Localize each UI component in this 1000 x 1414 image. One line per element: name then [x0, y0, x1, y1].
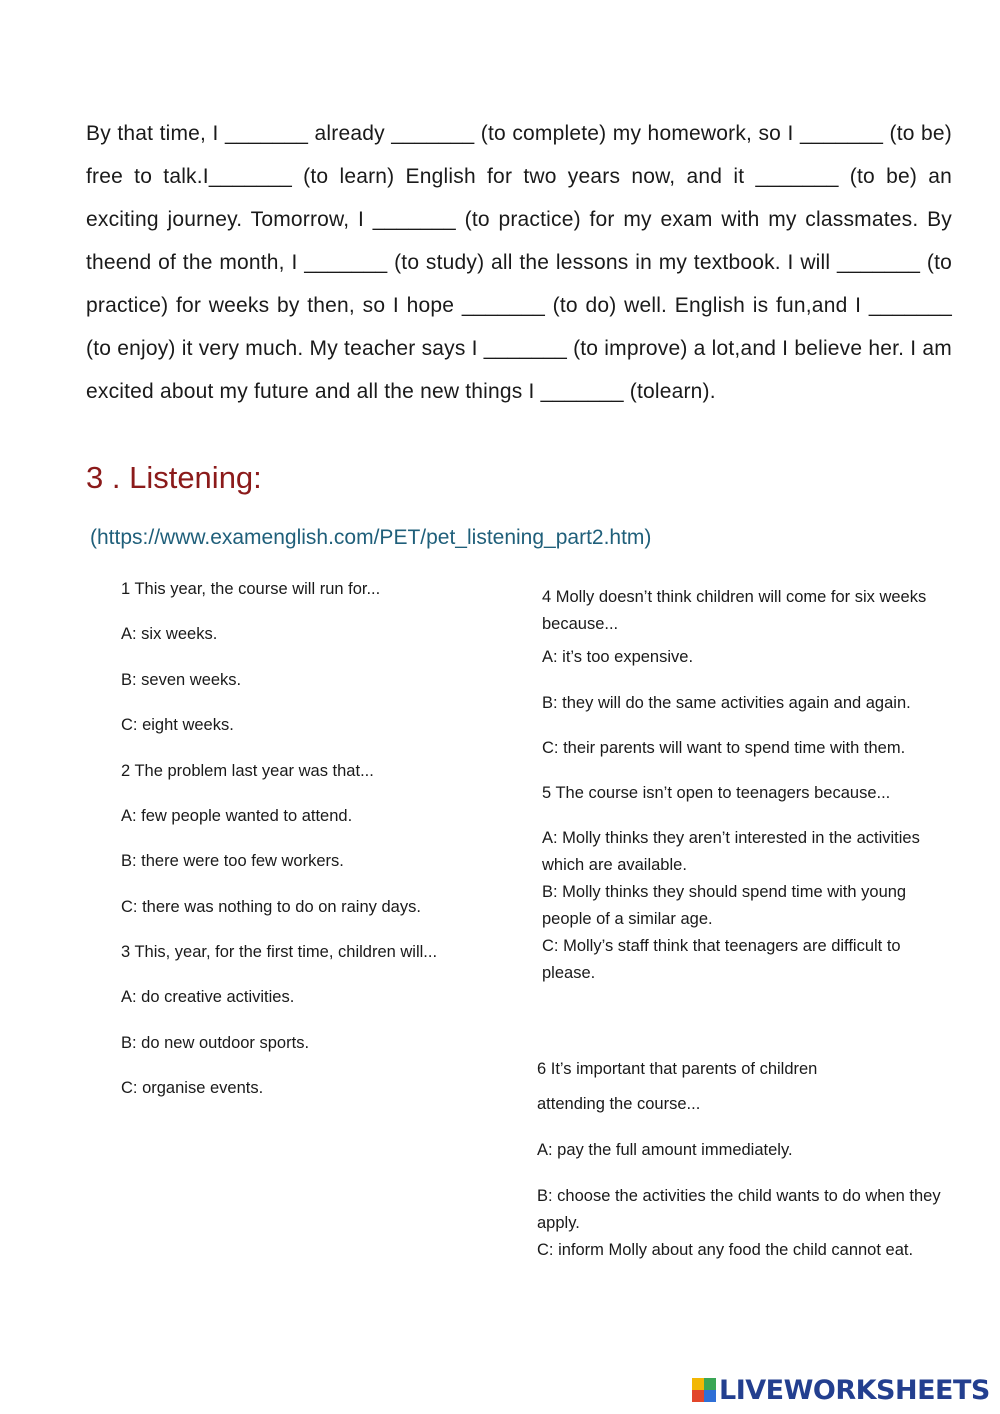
question-1-option-c[interactable]: C: eight weeks.	[121, 716, 234, 734]
question-4-option-b[interactable]: B: they will do the same activities again and again.	[542, 694, 911, 712]
question-3-option-b[interactable]: B: do new outdoor sports.	[121, 1034, 310, 1052]
question-5-option-b[interactable]: B: Molly thinks they should spend time with young people of a similar age.	[542, 883, 907, 928]
question-2-option-b[interactable]: B: there were too few workers.	[121, 852, 344, 870]
question-5-option-a[interactable]: A: Molly thinks they aren’t interested in the activities which are available.	[542, 829, 920, 874]
question-5-option-c[interactable]: C: Molly’s staff think that teenagers are difficult to please.	[542, 937, 901, 982]
question-4-option-c[interactable]: C: their parents will want to spend time with them.	[542, 739, 906, 757]
exercise-paragraph: By that time, I _______ already _______ (to complete) my homework, so I _______ (to be) free to talk.I_______ (to learn) English for two years now, and it _______ (to be) an exciting journey. Tomorrow, I _______ (to practice) for my exam with my classmates. By theend of the month, I _______ (to study) all the lessons in my textbook. I will _______ (to practice) for weeks by then, so I hope _______ (to do) well. English is fun,and I _______ (to enjoy) it very much. My teacher says I _______ (to improve) a lot,and I believe her. I am excited about my future and all the new things I _______ (tolearn).	[86, 122, 952, 403]
section-title: 3 . Listening:	[86, 460, 262, 495]
listening-link[interactable]: (https://www.examenglish.com/PET/pet_listening_part2.htm)	[90, 526, 652, 549]
question-6-prompt-line2: attending the course...	[537, 1095, 701, 1113]
logo-wordmark: LIVEWORKSHEETS	[719, 1374, 990, 1406]
question-2-prompt: 2 The problem last year was that...	[121, 762, 374, 780]
question-1-prompt: 1 This year, the course will run for...	[121, 580, 381, 598]
question-1-option-a[interactable]: A: six weeks.	[121, 625, 218, 643]
question-6-option-a[interactable]: A: pay the full amount immediately.	[537, 1141, 793, 1159]
question-3-option-a[interactable]: A: do creative activities.	[121, 988, 295, 1006]
question-6-option-c[interactable]: C: inform Molly about any food the child cannot eat.	[537, 1241, 914, 1259]
question-6-prompt-line1: 6 It’s important that parents of children	[537, 1060, 818, 1078]
liveworksheets-logo	[692, 1374, 990, 1406]
question-3-option-c[interactable]: C: organise events.	[121, 1079, 264, 1097]
question-2-option-c[interactable]: C: there was nothing to do on rainy days.	[121, 898, 421, 916]
question-4-option-a[interactable]: A: it’s too expensive.	[542, 648, 694, 666]
question-5-prompt: 5 The course isn’t open to teenagers because...	[542, 784, 891, 802]
liveworksheets-logo-icon	[692, 1378, 716, 1402]
question-6-option-b[interactable]: B: choose the activities the child wants to do when they apply.	[537, 1187, 941, 1232]
question-1-option-b[interactable]: B: seven weeks.	[121, 671, 242, 689]
question-4-prompt: 4 Molly doesn’t think children will come for six weeks because...	[542, 588, 927, 633]
question-3-prompt: 3 This, year, for the first time, children will...	[121, 943, 438, 961]
question-2-option-a[interactable]: A: few people wanted to attend.	[121, 807, 353, 825]
